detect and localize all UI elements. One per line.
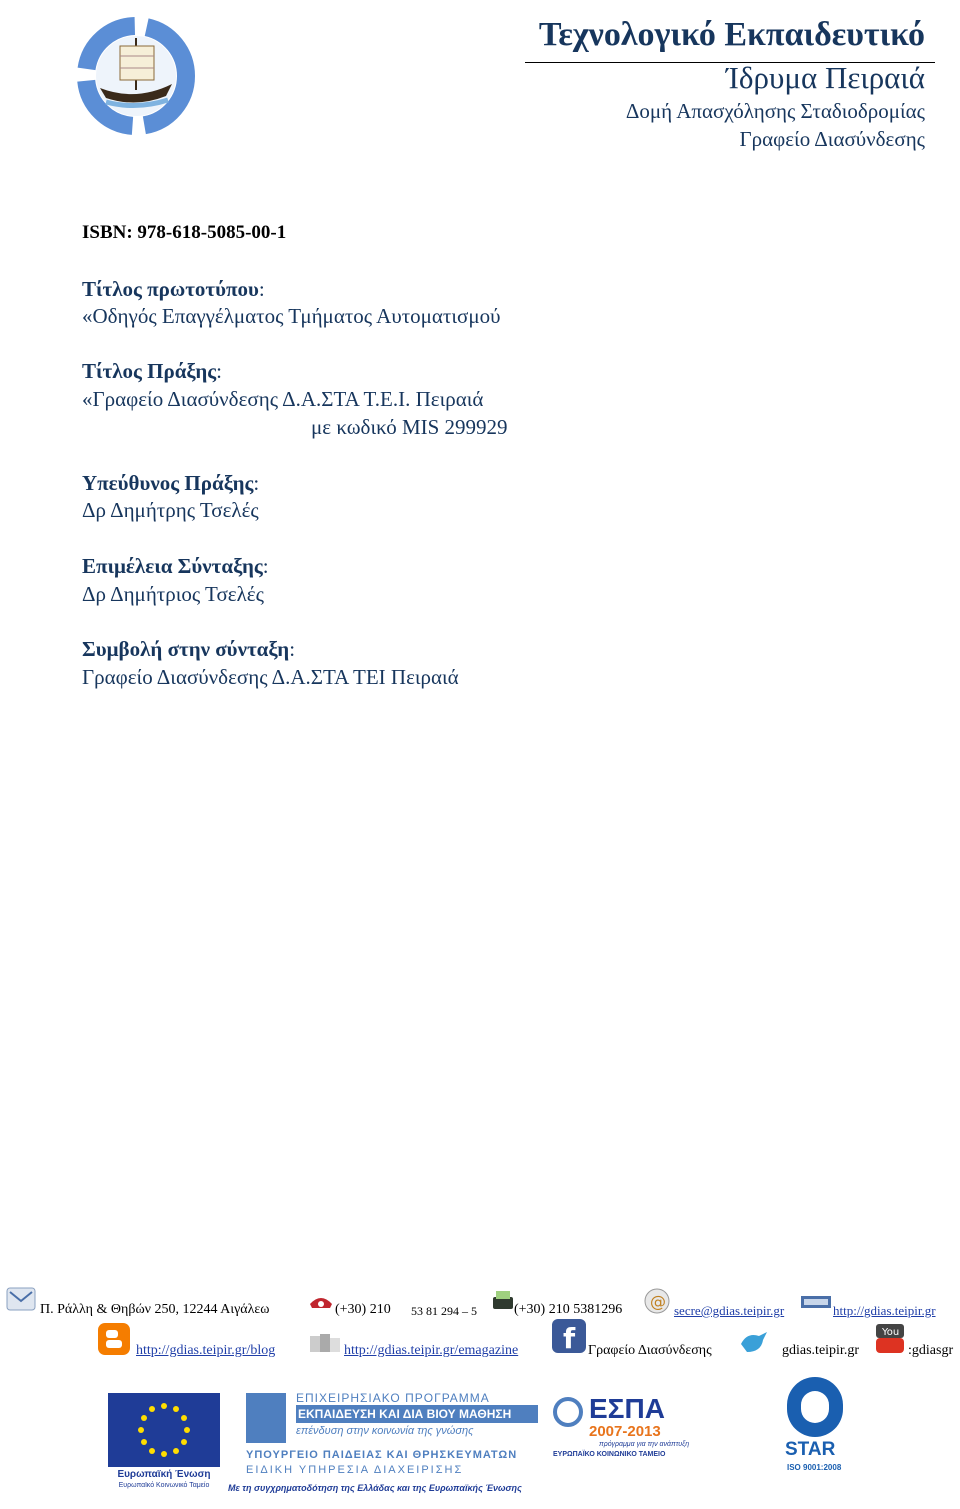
institution-name-line1: Τεχνολογικό Εκπαιδευτικό: [538, 16, 925, 53]
star-iso-logo: [783, 1377, 848, 1475]
contribution-heading: [82, 637, 295, 662]
responsible-colon: :: [253, 471, 260, 495]
responsible-label: Υπεύθυνος Πράξης: [82, 471, 254, 495]
eu-fund-label: Ευρωπαϊκό Κοινωνικό Ταμείο: [118, 1482, 210, 1489]
svg-text:@: @: [650, 1292, 666, 1311]
contribution-value: Γραφείο Διασύνδεσης Δ.Α.ΣΤΑ ΤΕΙ Πειραιά: [82, 665, 459, 689]
facebook-icon: [551, 1318, 587, 1359]
contribution-label: Συμβολή στην σύνταξη: [82, 637, 290, 661]
editor-value: Δρ Δημήτριος Τσελές: [82, 582, 264, 606]
iso-text: ISO 9001:2008: [787, 1463, 842, 1472]
action-title-colon: :: [216, 359, 222, 383]
isbn: ISBN: 978-618-5085-00-1: [82, 222, 287, 243]
espa-swirl: [553, 1397, 583, 1427]
espa-logo: [553, 1393, 690, 1463]
responsible-heading: [82, 471, 259, 496]
emagazine-link[interactable]: http://gdias.teipir.gr/emagazine: [344, 1343, 519, 1358]
facebook-label: Γραφείο Διασύνδεσης: [588, 1343, 712, 1358]
fax-icon: [491, 1289, 515, 1316]
address: Π. Ράλλη & Θηβών 250, 12244 Αιγάλεω: [40, 1302, 270, 1317]
phone-prefix: (+30) 210: [335, 1302, 391, 1317]
star-q-emblem: [787, 1377, 843, 1437]
operational-programme-logo: [246, 1391, 538, 1491]
espa-fund: ΕΥΡΩΠΑΪΚΟ ΚΟΙΝΩΝΙΚΟ ΤΑΜΕΙΟ: [553, 1451, 666, 1458]
action-code: με κωδικό MIS 299929: [311, 415, 508, 439]
blogger-icon: [97, 1322, 131, 1361]
espa-years: 2007-2013: [589, 1423, 661, 1440]
magazine-icon: [308, 1332, 342, 1359]
website-link[interactable]: http://gdias.teipir.gr: [833, 1303, 936, 1318]
editor-label: Επιμέλεια Σύνταξης: [82, 554, 263, 578]
espa-slogan: πρόγραμμα για την ανάπτυξη: [599, 1441, 690, 1448]
mail-envelope-icon: [6, 1285, 36, 1318]
blog-link[interactable]: http://gdias.teipir.gr/blog: [136, 1343, 276, 1358]
phone-icon: [308, 1290, 334, 1317]
email-link[interactable]: secre@gdias.teipir.gr: [674, 1303, 785, 1318]
espa-title: ΕΣΠΑ: [589, 1393, 665, 1424]
star-text: STAR: [785, 1439, 836, 1460]
youtube-icon: [873, 1323, 907, 1360]
action-title-value: «Γραφείο Διασύνδεσης Δ.Α.ΣΤΑ Τ.Ε.Ι. Πειραιά: [82, 387, 484, 411]
email-at-icon: [643, 1288, 671, 1319]
original-title-heading: [82, 277, 265, 302]
phone-number: 53 81 294 – 5: [411, 1304, 477, 1318]
original-title-label: Τίτλος πρωτοτύπου: [82, 277, 259, 301]
eu-flag-logo: [108, 1393, 220, 1467]
website-icon: [800, 1294, 832, 1315]
op-line4: ΥΠΟΥΡΓΕΙΟ ΠΑΙΔΕΙΑΣ ΚΑΙ ΘΡΗΣΚΕΥΜΑΤΩΝ: [246, 1449, 518, 1461]
svg-text:f: f: [563, 1322, 576, 1354]
institution-logo: [70, 6, 200, 144]
op-line1: ΕΠΙΧΕΙΡΗΣΙΑΚΟ ΠΡΟΓΡΑΜΜΑ: [296, 1391, 490, 1405]
editor-heading: [82, 554, 269, 579]
twitter-icon: [737, 1326, 771, 1361]
action-title-heading: [82, 359, 222, 384]
action-title-label: Τίτλος Πράξης: [82, 359, 217, 383]
original-title-value: «Οδηγός Επαγγέλματος Τμήματος Αυτοματισμού: [82, 304, 501, 328]
institution-name-line2: Ίδρυμα Πειραιά: [726, 60, 925, 95]
op-line2: ΕΚΠΑΙΔΕΥΣΗ ΚΑΙ ΔΙΑ ΒΙΟΥ ΜΑΘΗΣΗ: [296, 1405, 538, 1423]
contribution-colon: :: [289, 637, 296, 661]
op-emblem: [246, 1393, 286, 1443]
youtube-label: :gdiasgr: [908, 1343, 954, 1358]
responsible-value: Δρ Δημήτρης Τσελές: [82, 498, 259, 522]
office-name: Γραφείο Διασύνδεσης: [739, 127, 925, 151]
eu-label: Ευρωπαϊκή Ένωση: [117, 1469, 211, 1480]
op-line3: επένδυση στην κοινωνία της γνώσης: [296, 1425, 474, 1437]
op-line5: ΕΙΔΙΚΗ ΥΠΗΡΕΣΙΑ ΔΙΑΧΕΙΡΙΣΗΣ: [246, 1464, 464, 1476]
cofinance-note: Με τη συγχρηματοδότηση της Ελλάδας και της Ευρωπαϊκής Ένωσης: [228, 1483, 522, 1493]
original-title-colon: :: [258, 277, 265, 301]
svg-text:You: You: [882, 1327, 900, 1338]
editor-colon: :: [262, 554, 269, 578]
twitter-label: gdias.teipir.gr: [782, 1343, 859, 1358]
department-name: Δομή Απασχόλησης Σταδιοδρομίας: [625, 99, 925, 123]
fax-number: (+30) 210 5381296: [514, 1302, 623, 1317]
